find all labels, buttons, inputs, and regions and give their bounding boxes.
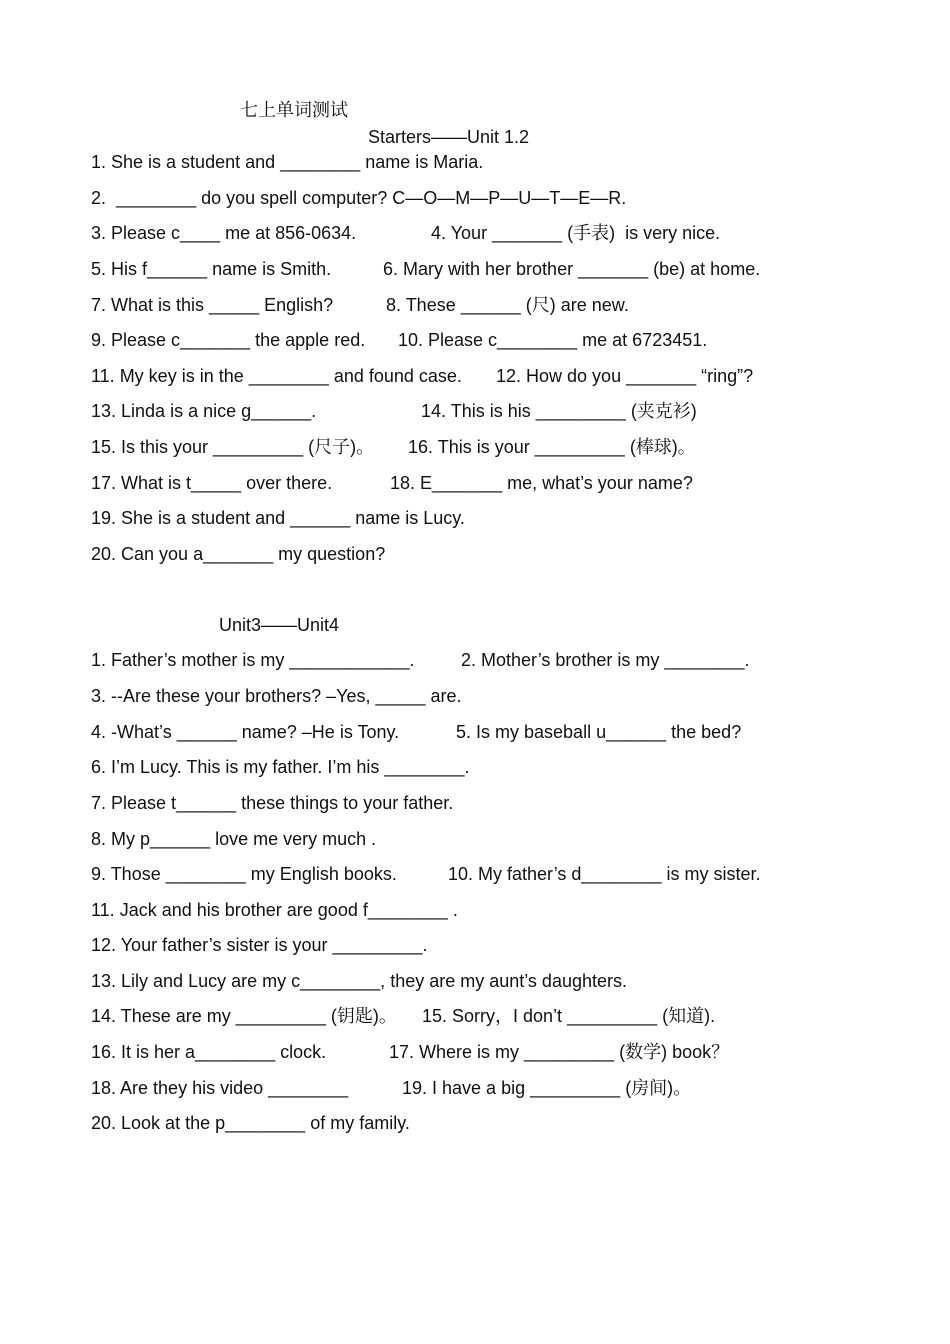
question-text: 20. Can you a_______ my question? — [91, 544, 386, 564]
question-text: 17. Where is my _________ (数学) book？ — [389, 1042, 730, 1062]
question-text: 6. I’m Lucy. This is my father. I’m his ________. — [91, 757, 470, 777]
question-text: 20. Look at the p________ of my family. — [91, 1113, 410, 1133]
question-text: 9. Please c_______ the apple red. — [91, 330, 366, 350]
question-text: 11. Jack and his brother are good f________ . — [91, 900, 458, 920]
question-text: 13. Lily and Lucy are my c________, they are my aunt’s daughters. — [91, 971, 627, 991]
section-heading-starters: Starters——Unit 1.2 — [368, 127, 530, 147]
question-text: 14. This is his _________ (夹克衫) — [421, 401, 697, 421]
question-text: 8. These ______ (尺) are new. — [386, 295, 629, 315]
question-text: 3. --Are these your brothers? –Yes, _____ are. — [91, 686, 462, 706]
section-heading-unit3-unit4: Unit3——Unit4 — [219, 615, 340, 635]
question-text: 2. ________ do you spell computer? C—O—M—P—U—T—E—R. — [91, 188, 627, 208]
question-text: 9. Those ________ my English books. — [91, 864, 397, 884]
question-text: 13. Linda is a nice g______. — [91, 401, 317, 421]
question-text: 2. Mother’s brother is my ________. — [461, 650, 750, 670]
question-text: 15. Sorry，I don’t _________ (知道). — [422, 1006, 716, 1026]
question-line — [91, 543, 386, 609]
question-text: 10. Please c________ me at 6723451. — [398, 330, 708, 350]
question-text: 3. Please c____ me at 856-0634. — [91, 223, 357, 243]
question-text: 1. Father’s mother is my ____________. — [91, 650, 415, 670]
question-text: 19. She is a student and ______ name is Lucy. — [91, 508, 465, 528]
question-text: 8. My p______ love me very much . — [91, 829, 377, 849]
page-title: 七上单词测试 — [240, 100, 348, 121]
question-text: 7. Please t______ these things to your father. — [91, 793, 454, 813]
question-text: 15. Is this your _________ (尺子)。 — [91, 437, 375, 457]
question-text: 12. How do you _______ “ring”? — [496, 366, 754, 386]
question-text: 1. She is a student and ________ name is Maria. — [91, 152, 484, 172]
question-text: 6. Mary with her brother _______ (be) at home. — [383, 259, 761, 279]
question-text: 19. I have a big _________ (房间)。 — [402, 1078, 692, 1098]
question-text: 4. Your _______ (手表) is very nice. — [431, 223, 721, 243]
question-text: 11. My key is in the ________ and found case. — [91, 366, 462, 386]
question-text: 4. -What’s ______ name? –He is Tony. — [91, 722, 400, 742]
question-text: 10. My father’s d________ is my sister. — [448, 864, 761, 884]
question-text: 16. This is your _________ (棒球)。 — [408, 437, 696, 457]
question-line — [91, 1112, 410, 1178]
question-text: 5. His f______ name is Smith. — [91, 259, 332, 279]
question-text: 18. E_______ me, what’s your name? — [390, 473, 693, 493]
question-text: 14. These are my _________ (钥匙)。 — [91, 1006, 397, 1026]
question-text: 7. What is this _____ English? — [91, 295, 334, 315]
question-text: 5. Is my baseball u______ the bed? — [456, 722, 742, 742]
question-text: 12. Your father’s sister is your _________. — [91, 935, 428, 955]
question-text: 17. What is t_____ over there. — [91, 473, 333, 493]
question-text: 16. It is her a________ clock. — [91, 1042, 327, 1062]
question-text: 18. Are they his video ________ — [91, 1078, 349, 1098]
